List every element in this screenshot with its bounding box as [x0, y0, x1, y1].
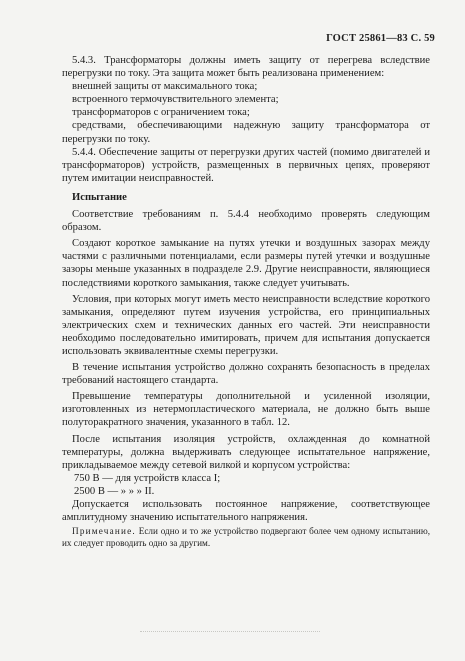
- voltage-line-class-2: 2500 В — » » » II.: [74, 485, 155, 497]
- paragraph: В течение испытания устройство должно сохранять безопасность в пределах требований настоящего стандарта.: [62, 362, 430, 387]
- paragraph: Допускается использовать постоянное напряжение, соответствующее амплитудному значению испытательного напряжения.: [62, 499, 430, 524]
- voltage-line-class-1: 750 В — для устройств класса I;: [74, 472, 221, 484]
- paragraph: Создают короткое замыкание на путях утечки и воздушных зазорах между частями с различными потенциалами, если размеры путей утечки и воздушные зазоры меньше указанных в подразделе 2.9. Другие неисправности, являющиеся последствиями короткого замыкания, также следует учитывать.: [62, 238, 430, 289]
- scan-artifact: [140, 631, 320, 636]
- list-item: трансформаторов с ограничением тока;: [72, 107, 250, 119]
- note-label: Примечание.: [72, 526, 136, 537]
- list-item: встроенного термочувствительного элемента;: [72, 94, 279, 106]
- protection-methods-list: [62, 80, 430, 145]
- paragraph: Превышение температуры дополнительной и усиленной изоляции, изготовленных из нетермопластического материала, не должно быть выше полуторакратного значения, указанного в табл. 12.: [62, 391, 430, 429]
- paragraph: Соответствие требованиям п. 5.4.4 необходимо проверять следующим образом.: [62, 209, 430, 234]
- paragraph: После испытания изоляция устройств, охлажденная до комнатной температуры, должна выдерживать следующее испытательное напряжение, прикладываемое между сетевой вилкой и корпусом устройства:: [62, 433, 430, 471]
- list-item: средствами, обеспечивающими надежную защиту трансформатора от перегрузки по току.: [62, 120, 430, 145]
- page-header: ГОСТ 25861—83 С. 59: [326, 33, 435, 44]
- paragraph-5-4-3: 5.4.3. Трансформаторы должны иметь защиту от перегрева вследствие перегрузки по току. Эта защита может быть реализована применением:: [62, 55, 430, 80]
- paragraph: Условия, при которых могут иметь место неисправности вследствие короткого замыкания, определяют путем изучения устройства, его принципиальных электрических схем и технических данных его частей. Эти неисправности необходимо последовательно имитировать, причем для испытания допускается использовать эквивалентные схемы перегрузки.: [62, 293, 430, 357]
- document-body: [62, 54, 430, 549]
- paragraph-5-4-4: 5.4.4. Обеспечение защиты от перегрузки других частей (помимо двигателей и трансформаторов) устройств, размещенных в первичных цепях, проверяют путем имитации неисправностей.: [62, 146, 430, 184]
- note: [62, 526, 430, 549]
- section-heading: Испытание: [72, 191, 127, 203]
- list-item: внешней защиты от максимального тока;: [72, 81, 258, 93]
- note-text: Если одно и то же устройство подвергают более чем одному испытанию, их следует проводить одно за другим.: [62, 526, 430, 548]
